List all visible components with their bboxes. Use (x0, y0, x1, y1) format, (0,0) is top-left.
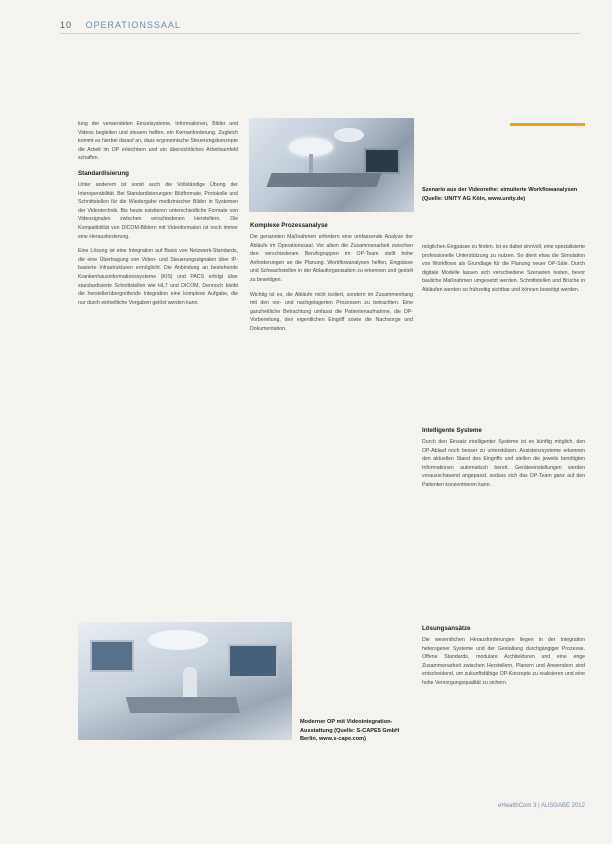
page-footer: eHealthCom 3 | AUSGABE 2012 (498, 803, 585, 809)
image-caption: Szenario aus der Videoreihe: simulierte Workflowanalysen (Quelle: UNITY AG Köln, www.unity.de) (422, 187, 578, 202)
column-right-middle (422, 420, 585, 496)
modern-operating-room-image (78, 622, 292, 740)
paragraph: Durch den Einsatz intelligenter Systeme ist es künftig möglich, den OP-Ablauf noch besser zu unterstützen. Assistenzsysteme erkennen den aktuellen Stand des Eingriffs und stellen die jeweils benötigten Informationen automatisch bereit. Geräteeinstellungen werden vorausschauend angepasst, sodass sich das OP-Team ganz auf den Patienten konzentrieren kann. (422, 439, 585, 488)
paragraph: Die wesentlichen Herausforderungen liegen in der Integration heterogener Systeme und der Gestaltung durchgängiger Prozesse. Offene Standards, modulare Architekturen und eine enge Zusammenarbeit zwischen Herstellern, Planern und Anwendern sind entscheidend, um zukunftsfähige OP-Konzepte zu realisieren und eine hohe Versorgungsqualität zu sichern. (422, 637, 585, 686)
paragraph: möglichen Engpässe zu finden. Ist es dabei sinnvoll, eine spezialisierte professionelle Unterstützung zu nutzen. So dient etwa die Simulation von Workflows als Grundlage für die Planung neuer OP-Säle. Durch digitale Modelle lassen sich verschiedene Szenarien testen, bevor bauliche Maßnahmen umgesetzt werden. Schnittstellen und Brüche in Abläufen werden so frühzeitig sichtbar und können beseitigt werden. (422, 244, 585, 293)
column-middle (250, 215, 413, 340)
paragraph: Wichtig ist es, die Abläufe nicht isoliert, sondern im Zusammenhang mit den vor- und nachgelagerten Prozessen zu betrachten. Eine ganzheitliche Betrachtung umfasst die Patientenaufnahme, die OP-Vorbereitung, den eigentlichen Eingriff sowie die Nachsorge und Dokumentation. (250, 291, 413, 332)
heading-intelligente-systeme: Intelligente Systeme (422, 427, 482, 434)
accent-bar (510, 123, 585, 126)
image-caption: Moderner OP mit Videointegration-Ausstattung (Quelle: S-CAPE5 GmbH Berlin, www.s-cape.com) (300, 719, 400, 742)
paragraph: Eine Lösung ist eine Integration auf Basis von Netzwerk-Standards, die eine Übertragung von Video- und Steuerungssignalen über IP-basierte Infrastrukturen ermöglicht. Die Anbindung an bestehende Krankenhausinformationssysteme (KIS) und PACS erfolgt über standardisierte Schnittstellen wie HL7 und DICOM. Dennoch bleibt die herstellerübergreifende Integration eine komplexe Aufgabe, die nur durch einheitliche Vorgaben gelöst werden kann. (78, 248, 238, 306)
paragraph: Die genannten Maßnahmen erfordern eine umfassende Analyse der Abläufe im Operationssaal. Vor allem die Zusammenarbeit zwischen den verschiedenen Berufsgruppen im OP-Team stellt hohe Anforderungen an die Planung. Workflowanalysen helfen, Engpässe und Schwachstellen in der Ablauforganisation zu erkennen und gezielt zu beseitigen. (250, 234, 413, 283)
page-number: 10 (60, 20, 73, 30)
header-divider (60, 33, 580, 34)
intro-paragraph: lung der verwendeten Einzelsysteme, Informationen, Bilder und Videos begleiten und steuern helfen, ein Kernanforderung. Zugleich kommt es hierbei darauf an, dass ergonomische Steuerungskonzepte die Arbeit im OP erleichtern und ein übersichtliches Arbeitsumfeld schaffen. (78, 121, 238, 162)
paragraph: Unter anderem ist somit auch die Vollständige Übung der Interoperabilität. Bei Standardisierungen: Bildformate, Protokolle und Schnittstellen für die Wiedergabe medizinischer Bilder in Systemen der Videotechnik. Bis heute existieren unterschiedliche Formate von Videosignalen zwischen verschiedenen Herstellern. Die Kompatibilität von DICOM-Bildern mit Videoformaten ist noch immer eine Herausforderung. (78, 181, 238, 240)
column-left (78, 120, 238, 313)
heading-loesungsansaetze: Lösungsansätze (422, 625, 471, 632)
heading-standardisierung: Standardisierung (78, 169, 129, 177)
operating-room-simulation-image (249, 118, 414, 212)
heading-prozessanalyse: Komplexe Prozessanalyse (250, 222, 328, 229)
section-title: OPERATIONSSAAL (85, 20, 181, 30)
column-right-bottom (422, 618, 585, 694)
column-right-top (422, 243, 585, 301)
